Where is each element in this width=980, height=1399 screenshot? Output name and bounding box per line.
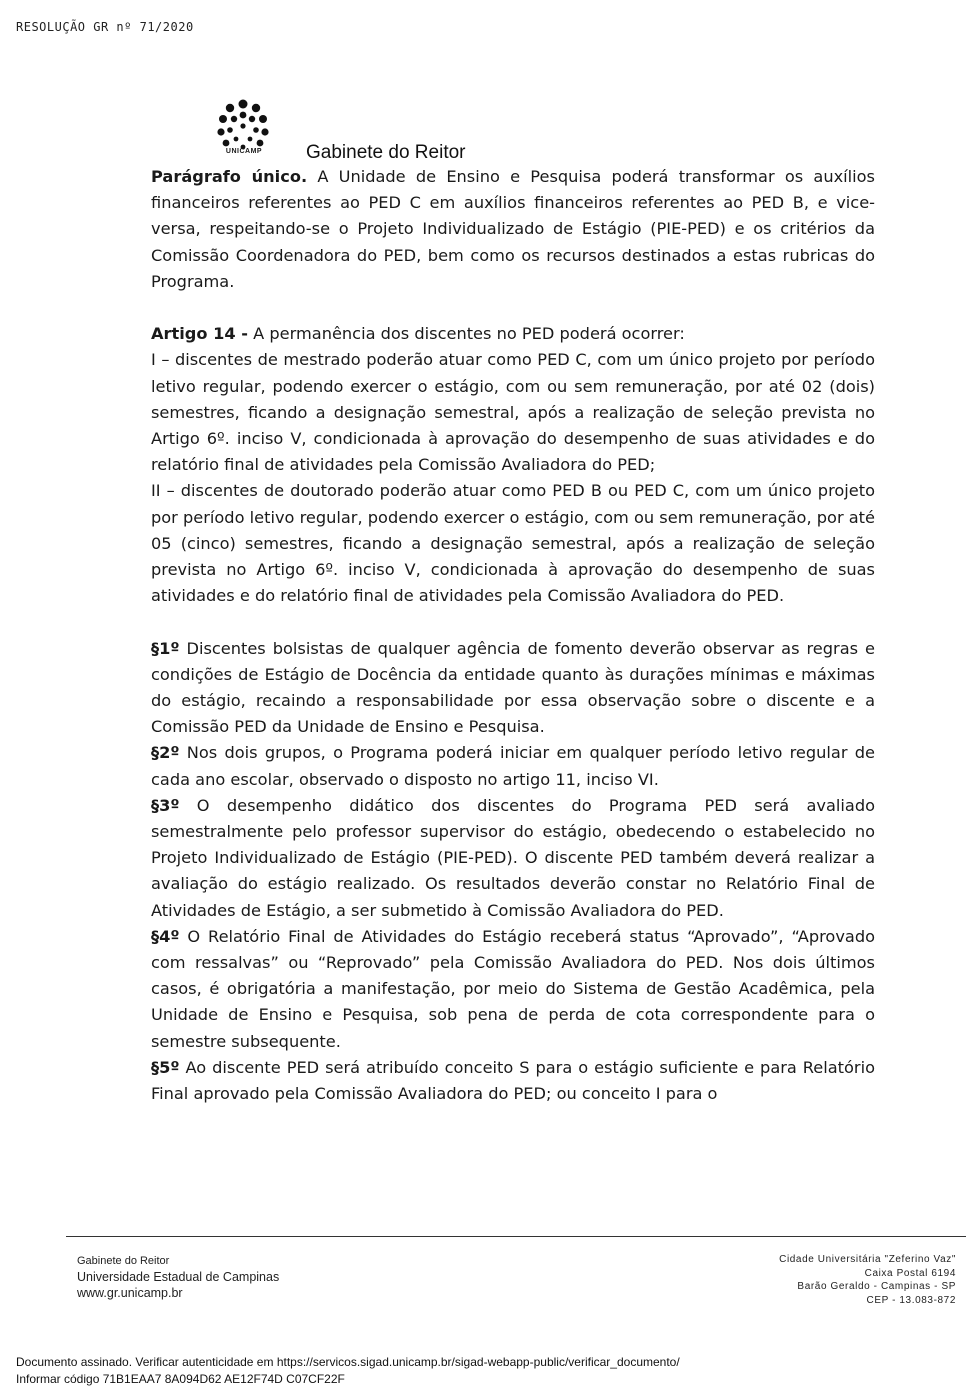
paragraph-text: O desempenho didático dos discentes do Programa PED será avaliado semestralmente pelo professor supervisor do estágio, obedecendo o estabelecido no Projeto Individualizado de Estágio (PIE-PED). O discente PED também deverá realizar a avaliação do estágio realizado. Os resultados deverão constar no Relatório Final de Atividades de Estágio, a ser submetido à Comissão Avaliadora do PED. — [151, 795, 875, 920]
paragraph-text: Nos dois grupos, o Programa poderá iniciar em qualquer período letivo regular de cada ano escolar, observado o disposto no artigo 11, inciso VI. — [151, 743, 875, 789]
verification-link[interactable]: Documento assinado. Verificar autenticidade em https://servicos.sigad.unicamp.br/sigad-webapp-public/verificar_documento/ — [16, 1355, 680, 1369]
footer-university: Universidade Estadual de Campinas — [77, 1270, 280, 1284]
document-reference: RESOLUÇÃO GR nº 71/2020 — [16, 20, 194, 34]
paragraph-text: A Unidade de Ensino e Pesquisa poderá transformar os auxílios financeiros referentes ao PED C em auxílios financeiros referentes ao PED B, e vice-versa, respeitando-se o Projeto Individualizado de Estágio (PIE-PED) e os critérios da Comissão Coordenadora do PED, bem como os recursos destinados a estas rubricas do Programa. — [151, 167, 875, 291]
paragraph-3 — [151, 793, 875, 924]
footer-po-box: Caixa Postal 6194 — [864, 1267, 956, 1279]
paragraph-5 — [151, 1055, 875, 1107]
verification-notice — [16, 1354, 680, 1388]
footer-divider — [66, 1236, 966, 1237]
paragraph-text: Discentes bolsistas de qualquer agência de fomento deverão observar as regras e condições de Estágio de Docência da entidade quanto às durações mínimas e máximas do estágio, recaindo a responsabilidade por essa observação sobre o discente e a Comissão PED da Unidade de Ensino e Pesquisa. — [151, 638, 875, 737]
footer-address-right — [779, 1253, 956, 1307]
paragraph-label: Parágrafo único. — [151, 167, 308, 186]
paragraph-label: §4º — [151, 926, 180, 946]
paragraph-4 — [151, 924, 875, 1055]
paragraph-text: A permanência dos discentes no PED poderá ocorrer: — [248, 324, 685, 344]
cabinet-title: Gabinete do Reitor — [306, 142, 466, 163]
paragraph-sole — [151, 164, 875, 295]
footer-city: Barão Geraldo - Campinas - SP — [797, 1281, 956, 1292]
paragraph-label: Artigo 14 - — [151, 324, 249, 344]
logo-wordmark: UNICAMP — [225, 148, 263, 155]
footer-postal-code: CEP - 13.083-872 — [866, 1294, 956, 1306]
item-ii: II – discentes de doutorado poderão atuar como PED B ou PED C, com um único projeto por período letivo regular, podendo exercer o estágio, com ou sem remuneração, por até 05 (cinco) semestres, ficando a designação semestral, após a realização de seleção prevista no Artigo 6º. inciso V, condicionada à aprovação do desempenho de suas atividades e do relatório final de atividades pela Comissão Avaliadora do PED. — [151, 481, 875, 606]
footer-website-link[interactable]: www.gr.unicamp.br — [77, 1286, 183, 1300]
paragraph-label: §1º — [151, 638, 180, 658]
article-14-heading — [151, 321, 875, 347]
item-i: I – discentes de mestrado poderão atuar como PED C, com um único projeto por período letivo regular, podendo exercer o estágio, com ou sem remuneração, por até 02 (dois) semestres, ficando a designação semestral, após a realização de seleção prevista no Artigo 6º. inciso V, condicionada à aprovação do desempenho de suas atividades e do relatório final de atividades pela Comissão Avaliadora do PED; — [151, 350, 875, 475]
document-body — [151, 164, 875, 1107]
paragraph-text: O Relatório Final de Atividades do Estágio receberá status “Aprovado”, “Aprovado com ressalvas” ou “Reprovado” pela Comissão Avaliadora do PED. Nos dois últimos casos, é obrigatória a manifestação, por meio do Sistema de Gestão Acadêmica, pela Unidade de Ensino e Pesquisa, sob pena de perda de cota correspondente para o semestre subsequente. — [151, 926, 875, 1051]
paragraph-label: §3º — [151, 795, 180, 815]
paragraph-label: §2º — [151, 743, 180, 763]
footer-cabinet: Gabinete do Reitor — [77, 1255, 170, 1267]
footer-address-left — [77, 1253, 279, 1301]
paragraph-text: Ao discente PED será atribuído conceito S para o estágio suficiente e para Relatório Final aprovado pela Comissão Avaliadora do PED; ou conceito I para o — [151, 1057, 875, 1104]
paragraph-label: §5º — [151, 1057, 180, 1077]
paragraph-1 — [151, 636, 875, 741]
paragraph-2 — [151, 740, 875, 792]
verification-code: Informar código 71B1EAA7 8A094D62 AE12F74D C07CF22F — [16, 1372, 345, 1386]
footer-campus: Cidade Universitária "Zeferino Vaz" — [779, 1254, 956, 1265]
